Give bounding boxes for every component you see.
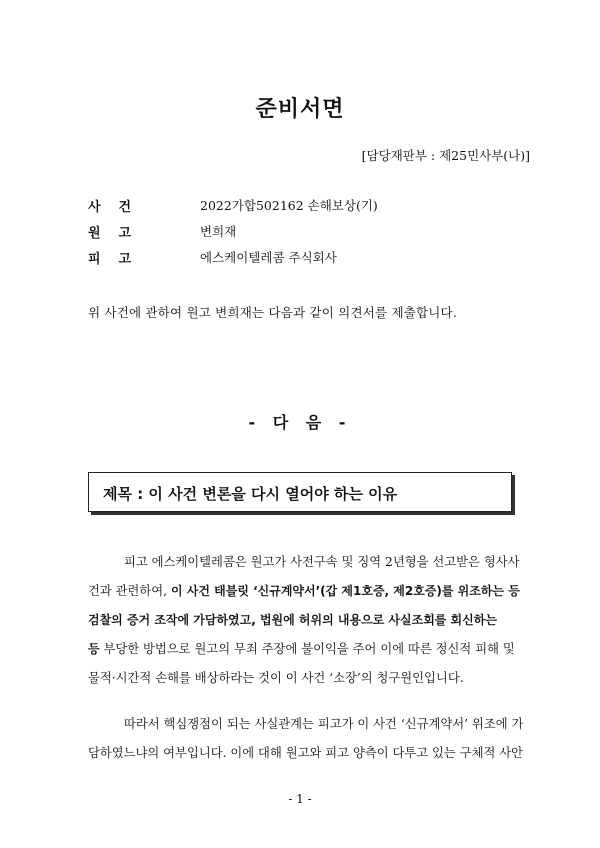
paragraph-line: 물적·시간적 손해를 배상하라는 것이 이 사건 ‘소장’의 청구원인입니다. xyxy=(88,671,464,685)
page-number: - 1 - xyxy=(288,792,312,806)
bold-paragraph-line: 검찰의 증거 조작에 가담하였고, 법원에 허위의 내용으로 사실조회를 회신하는 xyxy=(88,613,497,627)
section-heading: - 다 음 - xyxy=(248,413,352,432)
paragraph-line xyxy=(88,577,520,606)
case-label: 사건 xyxy=(88,200,150,215)
plaintiff-name: 변희재 xyxy=(200,224,237,239)
paragraph-line xyxy=(88,635,515,664)
plaintiff-label: 원고 xyxy=(88,226,150,241)
defendant-name: 에스케이텔레콤 주식회사 xyxy=(200,250,337,265)
defendant-label: 피고 xyxy=(88,252,150,267)
paragraph-line: 담하였느냐의 여부입니다. 이에 대해 원고와 피고 양측이 다투고 있는 구체적 사안 xyxy=(88,746,523,760)
paragraph-line: 피고 에스케이텔레콤은 원고가 사전구속 및 징역 2년형을 선고받은 형사사 xyxy=(124,555,520,569)
paragraph-issue xyxy=(88,710,524,768)
bold-text-run: 이 사건 태블릿 ‘신규계약서’(갑 제1호증, 제2호증)를 위조하는 등 xyxy=(171,584,520,598)
court-division: [담당재판부 : 제25민사부(나)] xyxy=(361,148,530,163)
case-number: 2022가합502162 손해보상(기) xyxy=(200,198,378,213)
text-run: 부당한 방법으로 원고의 무죄 주장에 불이익을 주어 이에 따른 정신적 피해 및 xyxy=(99,642,515,656)
subject-box xyxy=(88,472,512,512)
intro-statement: 위 사건에 관하여 원고 변희재는 다음과 같이 의견서를 제출합니다. xyxy=(88,305,457,320)
document-title: 준비서면 xyxy=(255,96,345,122)
subject-title: 제목 : 이 사건 변론을 다시 열어야 하는 이유 xyxy=(103,485,398,503)
text-run: 건과 관련하여, xyxy=(88,584,171,598)
paragraph-claim xyxy=(88,548,520,693)
bold-text-run: 등 xyxy=(88,642,100,656)
paragraph-line: 따라서 핵심쟁점이 되는 사실관계는 피고가 이 사건 ‘신규계약서’ 위조에 가 xyxy=(124,717,524,731)
